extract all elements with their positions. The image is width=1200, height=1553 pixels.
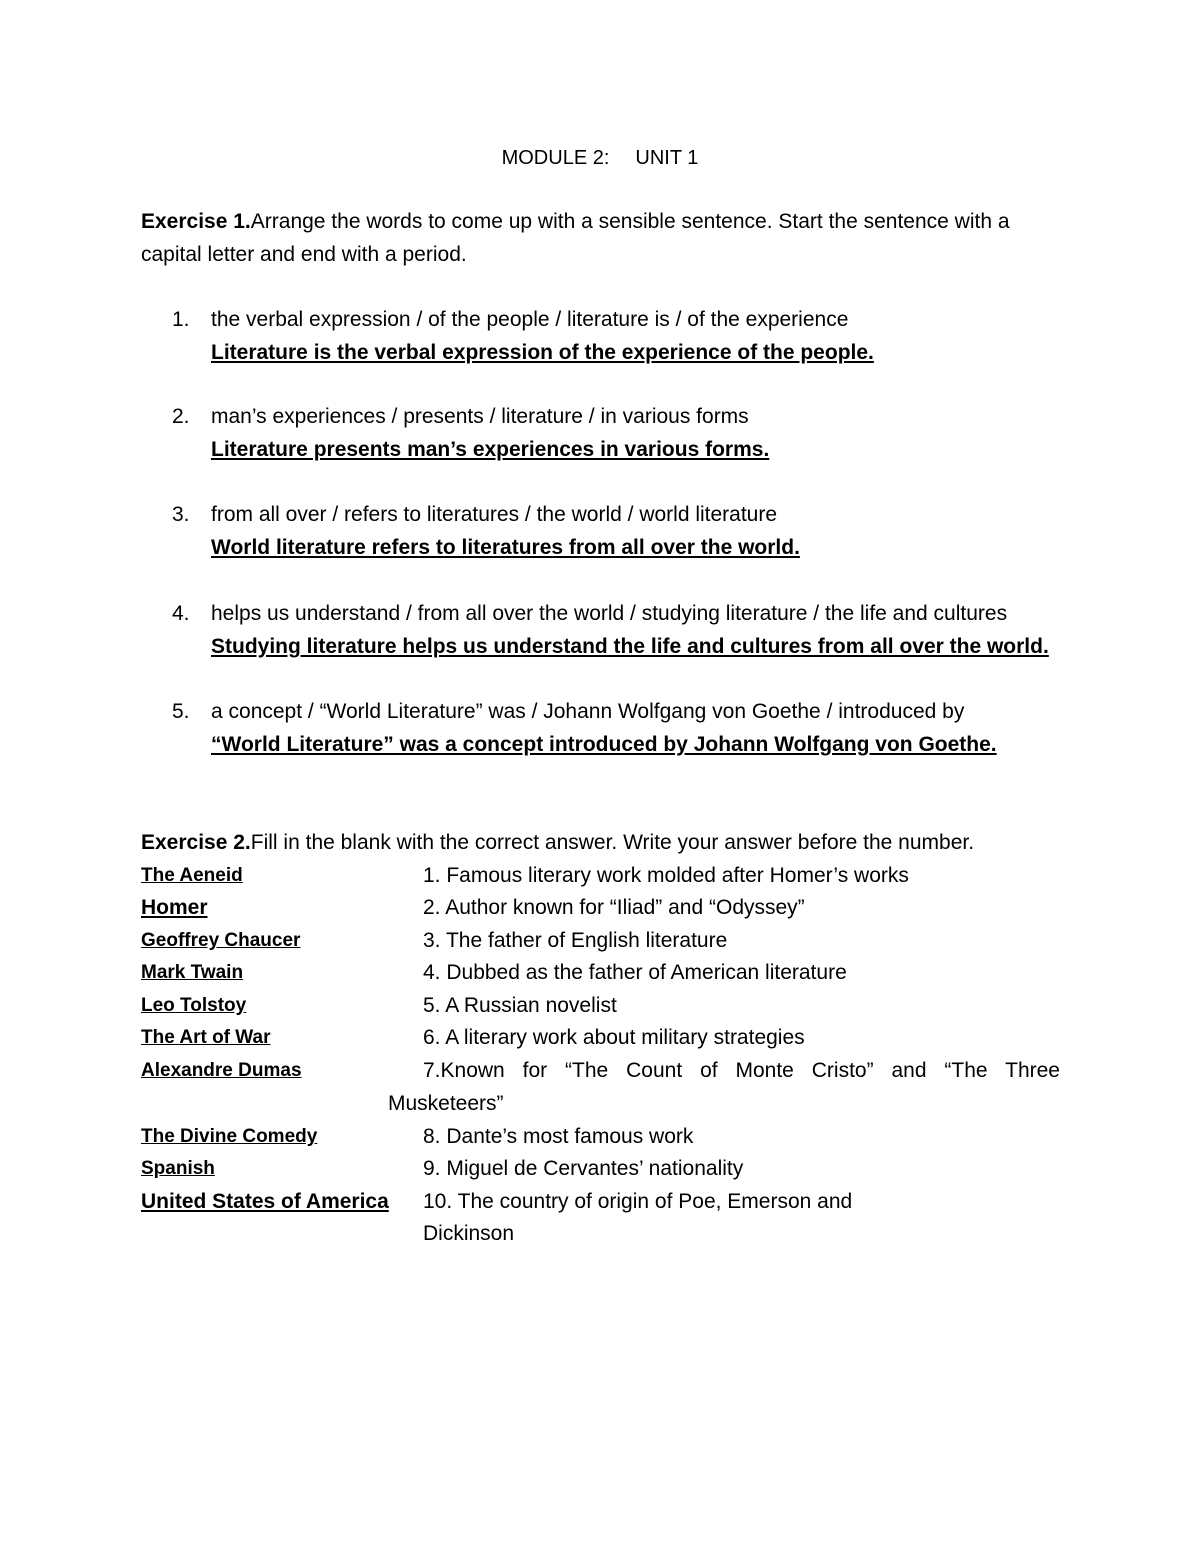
item-answer: Literature presents man’s experiences in various forms. [211,438,770,461]
exercise-2-label: Exercise 2. [141,831,251,854]
fill-question: 2. Author known for “Iliad” and “Odyssey” [423,896,805,919]
fill-question: 7.Known for “The Count of Monte Cristo” and “The Three [423,1059,1060,1082]
fill-question: 8. Dante’s most famous work [423,1125,694,1148]
item-number: 3. [172,503,190,526]
item-answer: World literature refers to literatures from all over the world. [211,536,800,559]
item-prompt: from all over / refers to literatures / the world / world literature [211,503,778,526]
exercise-1-instructions [141,205,1061,271]
fill-answer: The Divine Comedy [141,1126,318,1147]
item-number: 1. [172,308,190,331]
fill-question: 5. A Russian novelist [423,994,617,1017]
fill-answer: Mark Twain [141,962,244,983]
module-label: MODULE 2: [501,147,610,169]
item-number: 2. [172,405,190,428]
fill-answer: Geoffrey Chaucer [141,930,301,951]
exercise-2-text: Fill in the blank with the correct answer. Write your answer before the number. [250,831,975,854]
fill-answer: Alexandre Dumas [141,1060,302,1081]
fill-question: 1. Famous literary work molded after Homer’s works [423,864,909,887]
unit-label: UNIT 1 [635,147,699,169]
item-prompt: a concept / “World Literature” was / Johann Wolfgang von Goethe / introduced by [211,700,965,723]
fill-answer: The Aeneid [141,865,243,886]
fill-question: 9. Miguel de Cervantes’ nationality [423,1157,744,1180]
fill-question: 3. The father of English literature [423,929,728,952]
item-number: 5. [172,700,190,723]
item-prompt: the verbal expression / of the people / literature is / of the experience [211,308,849,331]
fill-question: 4. Dubbed as the father of American literature [423,961,847,984]
exercise-2-instructions [141,826,1061,859]
fill-question-continued: Dickinson [423,1222,515,1245]
fill-answer: Homer [141,896,208,919]
fill-answer: Leo Tolstoy [141,995,247,1016]
item-number: 4. [172,602,190,625]
page-title [0,144,1200,172]
fill-answer: United States of America [141,1190,389,1213]
item-answer: “World Literature” was a concept introduced by Johann Wolfgang von Goethe. [211,733,997,756]
fill-question: 10. The country of origin of Poe, Emerson and [423,1190,853,1213]
item-answer: Literature is the verbal expression of the experience of the people. [211,341,874,364]
fill-question-continued: Musketeers” [388,1092,504,1115]
item-answer: Studying literature helps us understand the life and cultures from all over the world. [211,635,1049,658]
exercise-1-text: Arrange the words to come up with a sensible sentence. Start the sentence with a capital letter and end with a period. [141,210,1010,266]
fill-answer: The Art of War [141,1027,271,1048]
fill-question: 6. A literary work about military strategies [423,1026,805,1049]
item-prompt: man’s experiences / presents / literature / in various forms [211,405,749,428]
fill-answer: Spanish [141,1158,215,1179]
item-prompt: helps us understand / from all over the world / studying literature / the life and cultures [211,602,1008,625]
exercise-1-label: Exercise 1. [141,210,251,233]
